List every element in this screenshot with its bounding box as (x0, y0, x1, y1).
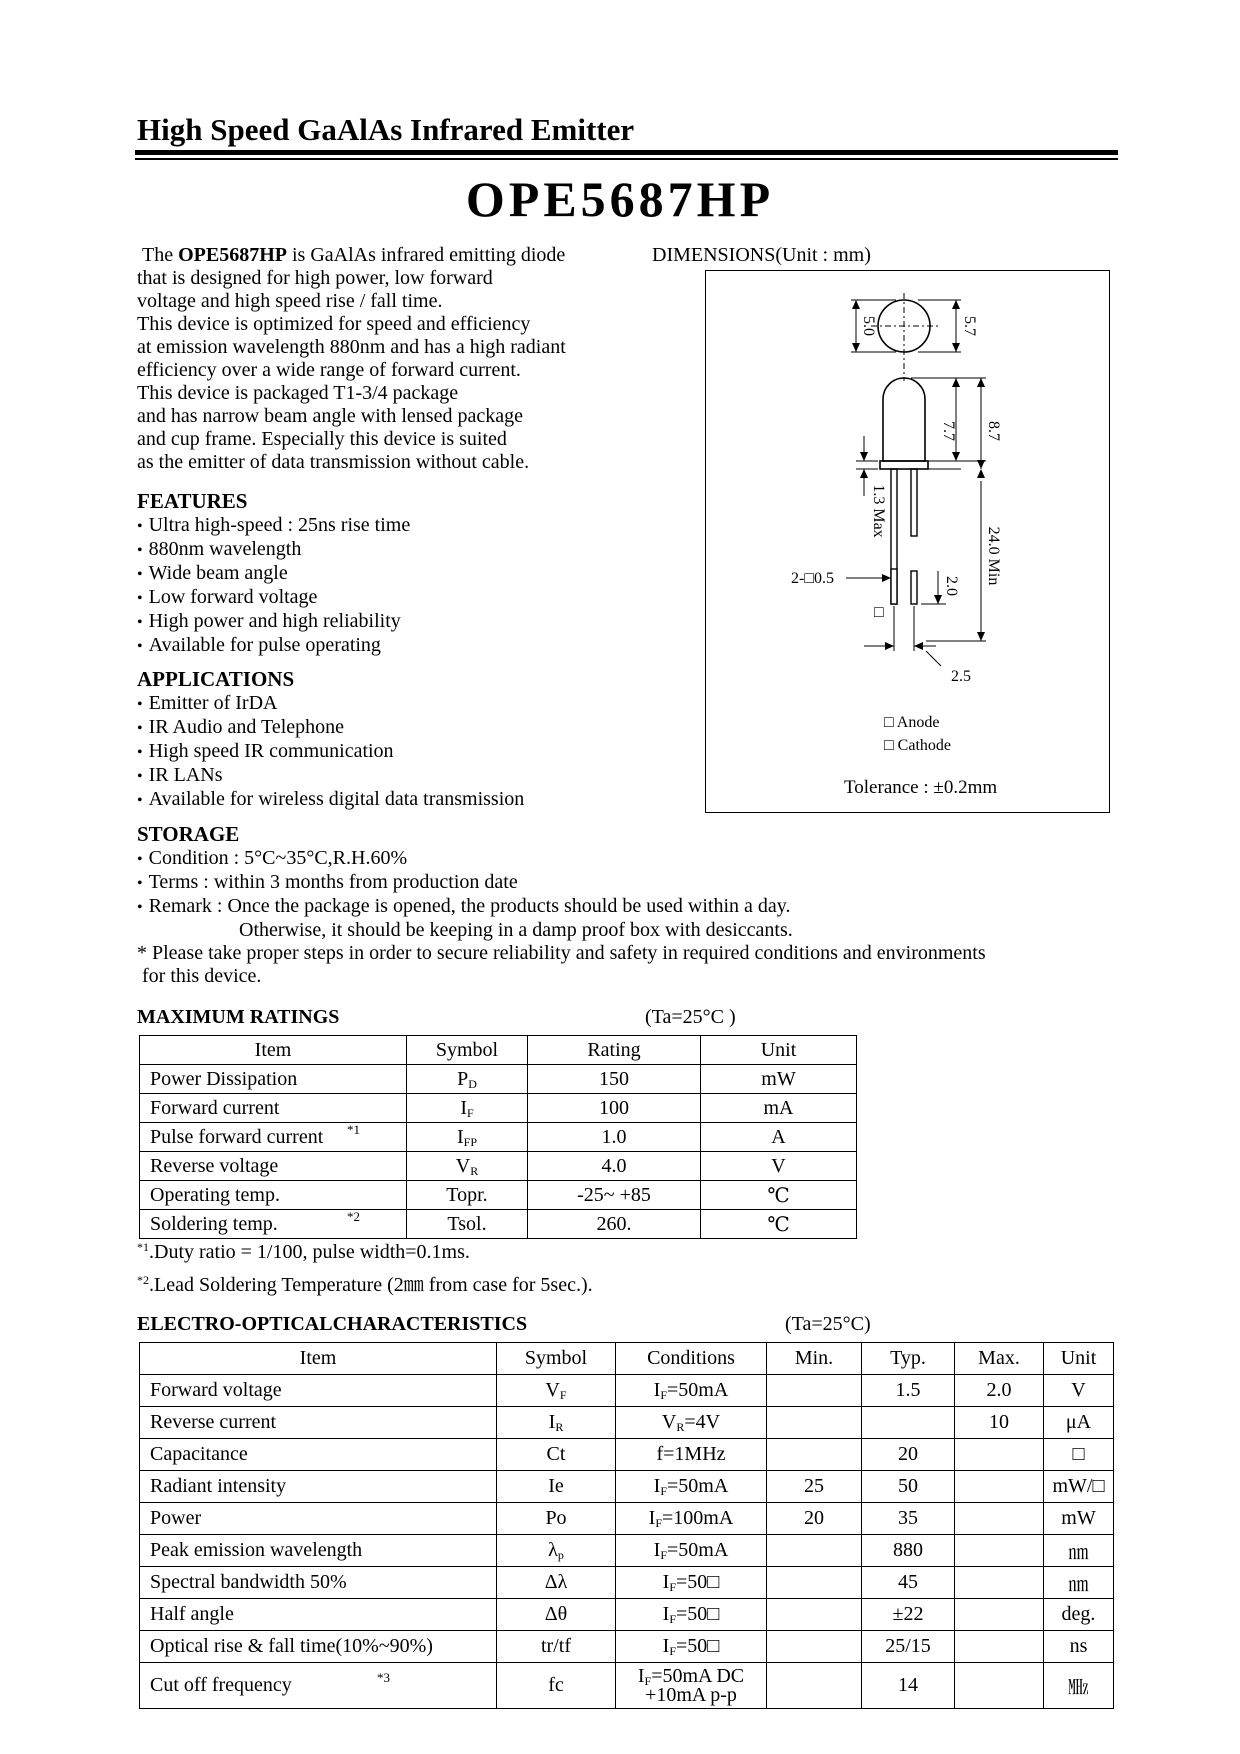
cell-conditions: $I_F=50mA$ (616, 1535, 767, 1567)
electro-optical-table (139, 1342, 1114, 1709)
dim-5-7-label: 5.7 (961, 316, 978, 336)
table-row (140, 1407, 1114, 1439)
cell-typ: 14 (862, 1663, 955, 1709)
dim-7-7-label: 7.7 (940, 421, 957, 441)
cell-min (767, 1631, 862, 1663)
part-number: OPE5687HP (465, 171, 775, 227)
intro-first-rest: is GaAlAs infrared emitting diode (286, 244, 566, 266)
pin-size-label: 2-□0.5 (791, 570, 834, 587)
table-row (140, 1631, 1114, 1663)
cell-typ: 35 (862, 1503, 955, 1535)
intro-line: as the emitter of data transmission without cable. (137, 451, 530, 473)
cell-rating: 4.0 (528, 1152, 701, 1181)
cell-conditions: $I_F=50□$ (616, 1599, 767, 1631)
col-header: Min. (767, 1343, 862, 1375)
table-row (140, 1471, 1114, 1503)
cell-rating: 100 (528, 1094, 701, 1123)
col-header: Unit (701, 1036, 857, 1065)
col-header: Unit (1044, 1343, 1114, 1375)
cell-conditions: $I_F=50mA$ (616, 1471, 767, 1503)
cell-max: 10 (955, 1407, 1044, 1439)
table-row (140, 1094, 857, 1123)
cell-symbol: $I_F$ (407, 1094, 528, 1123)
intro-first-line (137, 244, 637, 267)
application-item: • Available for wireless digital data transmission (137, 788, 524, 812)
cell-unit: ㎚ (1044, 1567, 1114, 1599)
cell-unit: ℃ (701, 1181, 857, 1210)
cell-max: 2.0 (955, 1375, 1044, 1407)
storage-note-line1: * Please take proper steps in order to secure reliability and safety in required conditions and environments (137, 942, 986, 964)
cell-min (767, 1439, 862, 1471)
intro-line: This device is packaged T1-3/4 package (137, 382, 459, 404)
table-row (140, 1599, 1114, 1631)
applications-heading: APPLICATIONS (137, 667, 295, 691)
cell-item: Cut off frequency *3 (140, 1663, 497, 1709)
document-title: High Speed GaAlAs Infrared Emitter (137, 112, 635, 147)
table-row (140, 1567, 1114, 1599)
cell-symbol: Ct (497, 1439, 616, 1471)
footnote-mark: *1 (347, 1121, 360, 1137)
footnote-1: $^{*1}$.Duty ratio = 1/100, pulse width=0.1ms. (137, 1240, 470, 1263)
table-row (140, 1663, 1114, 1709)
intro-line: and cup frame. Especially this device is suited (137, 428, 507, 450)
storage-remark-continued: Otherwise, it should be keeping in a damp proof box with desiccants. (239, 919, 793, 941)
cell-item: Capacitance (140, 1439, 497, 1471)
cathode-lead-icon (911, 469, 917, 536)
feature-item: • Ultra high-speed : 25ns rise time (137, 514, 410, 538)
dim-5-0-label: 5.0 (860, 316, 877, 336)
col-header: Item (140, 1036, 407, 1065)
cell-conditions: $I_F=50□$ (616, 1631, 767, 1663)
cell-item: Reverse voltage (140, 1152, 407, 1181)
cell-typ (862, 1407, 955, 1439)
cell-item: Half angle (140, 1599, 497, 1631)
table-row (140, 1181, 857, 1210)
cell-max (955, 1599, 1044, 1631)
cell-min (767, 1663, 862, 1709)
intro-line: voltage and high speed rise / fall time. (137, 290, 443, 312)
cell-unit: V (701, 1152, 857, 1181)
cell-symbol: Ie (497, 1471, 616, 1503)
intro-line: and has narrow beam angle with lensed package (137, 405, 523, 427)
cell-typ: 880 (862, 1535, 955, 1567)
col-header: Typ. (862, 1343, 955, 1375)
table-row (140, 1152, 857, 1181)
cell-item: Power (140, 1503, 497, 1535)
cell-unit: mW (1044, 1503, 1114, 1535)
cell-min (767, 1407, 862, 1439)
cell-rating: 260. (528, 1210, 701, 1239)
cell-unit: mW (701, 1065, 857, 1094)
eo-title: ELECTRO-OPTICALCHARACTERISTICS (137, 1313, 528, 1335)
cell-item: Operating temp. (140, 1181, 407, 1210)
cell-unit: ㎒ (1044, 1663, 1114, 1709)
col-header: Conditions (616, 1343, 767, 1375)
application-item: • IR Audio and Telephone (137, 716, 524, 740)
cell-item: Forward current (140, 1094, 407, 1123)
footnote-2: $^{*2}$.Lead Soldering Temperature (2㎜ from case for 5sec.). (137, 1273, 593, 1296)
title-rule-thin (135, 158, 1118, 160)
cell-conditions: $I_F=100mA$ (616, 1503, 767, 1535)
cell-unit: mA (701, 1094, 857, 1123)
led-side-view-icon (883, 378, 925, 461)
col-header: Item (140, 1343, 497, 1375)
cell-symbol: Δθ (497, 1599, 616, 1631)
cell-symbol: Topr. (407, 1181, 528, 1210)
cell-symbol: $\lambda_p$ (497, 1535, 616, 1567)
cell-symbol: tr/tf (497, 1631, 616, 1663)
cell-conditions: f=1MHz (616, 1439, 767, 1471)
eo-condition: (Ta=25°C) (785, 1313, 871, 1335)
cell-item: Radiant intensity (140, 1471, 497, 1503)
cell-max (955, 1631, 1044, 1663)
cell-rating: -25~ +85 (528, 1181, 701, 1210)
cell-unit: mW/□ (1044, 1471, 1114, 1503)
dim-2-5-label: 2.5 (951, 668, 971, 685)
cell-symbol: Po (497, 1503, 616, 1535)
cell-conditions: $I_F=50□$ (616, 1567, 767, 1599)
intro-line: efficiency over a wide range of forward current. (137, 359, 521, 381)
cell-symbol: $P_D$ (407, 1065, 528, 1094)
table-row (140, 1535, 1114, 1567)
cell-max (955, 1535, 1044, 1567)
cell-unit: □ (1044, 1439, 1114, 1471)
cell-rating: 150 (528, 1065, 701, 1094)
table-row (140, 1210, 857, 1239)
storage-note-line2: for this device. (142, 965, 262, 987)
storage-heading: STORAGE (137, 822, 240, 846)
cell-symbol: Tsol. (407, 1210, 528, 1239)
cell-max (955, 1663, 1044, 1709)
cell-symbol: fc (497, 1663, 616, 1709)
cell-unit: ℃ (701, 1210, 857, 1239)
cell-conditions: $I_F=50mA$ DC +10mA p-p (616, 1663, 767, 1709)
cell-item: Reverse current (140, 1407, 497, 1439)
cell-symbol: $V_R$ (407, 1152, 528, 1181)
table-row (140, 1439, 1114, 1471)
title-rule-thick (135, 150, 1118, 155)
feature-item: • Low forward voltage (137, 586, 410, 610)
feature-item: • Wide beam angle (137, 562, 410, 586)
max-ratings-title: MAXIMUM RATINGS (137, 1006, 340, 1028)
cell-max (955, 1471, 1044, 1503)
cell-conditions: $I_F=50mA$ (616, 1375, 767, 1407)
cell-min (767, 1375, 862, 1407)
cell-item: Spectral bandwidth 50% (140, 1567, 497, 1599)
cell-item: Pulse forward current *1 (140, 1123, 407, 1152)
cell-max (955, 1503, 1044, 1535)
col-header: Rating (528, 1036, 701, 1065)
cell-max (955, 1439, 1044, 1471)
dimensions-title: DIMENSIONS(Unit : mm) (652, 244, 871, 266)
cell-conditions: $V_R=4V$ (616, 1407, 767, 1439)
cell-item: Forward voltage (140, 1375, 497, 1407)
cell-rating: 1.0 (528, 1123, 701, 1152)
intro-part-number: OPE5687HP (178, 244, 287, 266)
legend-cathode: □ Cathode (884, 737, 951, 754)
table-row (140, 1503, 1114, 1535)
dim-8-7-label: 8.7 (985, 421, 1002, 441)
cell-item: Peak emission wavelength (140, 1535, 497, 1567)
col-header: Symbol (497, 1343, 616, 1375)
dim-24-label: 24.0 Min (985, 526, 1002, 586)
feature-item: • Available for pulse operating (137, 634, 410, 658)
footnote-mark: *2 (347, 1208, 360, 1224)
intro-line: at emission wavelength 880nm and has a high radiant (137, 336, 566, 358)
cell-item: Optical rise & fall time(10%~90%) (140, 1631, 497, 1663)
cell-unit: ns (1044, 1631, 1114, 1663)
feature-item: • High power and high reliability (137, 610, 410, 634)
intro-line: This device is optimized for speed and efficiency (137, 313, 531, 335)
application-item: • High speed IR communication (137, 740, 524, 764)
features-heading: FEATURES (137, 489, 248, 513)
applications-section (137, 667, 524, 812)
lead-mark: □ (874, 604, 884, 621)
table-header-row (140, 1343, 1114, 1375)
application-item: • Emitter of IrDA (137, 692, 524, 716)
storage-item: • Remark : Once the package is opened, the products should be used within a day. (137, 895, 1117, 919)
cell-unit: ㎚ (1044, 1535, 1114, 1567)
cell-unit: deg. (1044, 1599, 1114, 1631)
application-item: • IR LANs (137, 764, 524, 788)
cell-symbol: Δλ (497, 1567, 616, 1599)
cell-symbol: $I_R$ (497, 1407, 616, 1439)
cell-unit: V (1044, 1375, 1114, 1407)
dim-1-3-label: 1.3 Max (870, 484, 887, 538)
cell-max (955, 1567, 1044, 1599)
cell-typ: 25/15 (862, 1631, 955, 1663)
features-section (137, 489, 410, 658)
cell-symbol: $I_{FP}$ (407, 1123, 528, 1152)
table-header-row (140, 1036, 857, 1065)
cell-min (767, 1567, 862, 1599)
legend-anode: □ Anode (884, 714, 940, 731)
cell-typ: 1.5 (862, 1375, 955, 1407)
feature-item: • 880nm wavelength (137, 538, 410, 562)
cell-min: 25 (767, 1471, 862, 1503)
cell-unit: μA (1044, 1407, 1114, 1439)
dimensions-drawing (705, 270, 1110, 813)
storage-item: • Condition : 5°C~35°C,R.H.60% (137, 847, 1117, 871)
cell-typ: 20 (862, 1439, 955, 1471)
storage-section (137, 822, 1117, 988)
dim-2-0-label: 2.0 (943, 576, 960, 596)
table-row (140, 1375, 1114, 1407)
cell-item: Soldering temp. *2 (140, 1210, 407, 1239)
cell-min: 20 (767, 1503, 862, 1535)
cell-typ: 45 (862, 1567, 955, 1599)
cell-unit: A (701, 1123, 857, 1152)
storage-item: • Terms : within 3 months from production date (137, 871, 1117, 895)
table-row (140, 1065, 857, 1094)
intro-paragraph (137, 244, 637, 474)
max-ratings-condition: (Ta=25°C ) (645, 1006, 736, 1028)
cell-symbol: $V_F$ (497, 1375, 616, 1407)
cell-typ: ±22 (862, 1599, 955, 1631)
cell-min (767, 1535, 862, 1567)
tolerance-note: Tolerance : ±0.2mm (844, 777, 998, 798)
cell-typ: 50 (862, 1471, 955, 1503)
intro-lead: The (142, 244, 179, 266)
table-row (140, 1123, 857, 1152)
max-ratings-table (139, 1035, 857, 1239)
led-outline-drawing (706, 271, 1111, 814)
cell-min (767, 1599, 862, 1631)
col-header: Max. (955, 1343, 1044, 1375)
intro-line: that is designed for high power, low forward (137, 267, 493, 289)
col-header: Symbol (407, 1036, 528, 1065)
footnote-mark: *3 (377, 1670, 390, 1685)
cell-item: Power Dissipation (140, 1065, 407, 1094)
